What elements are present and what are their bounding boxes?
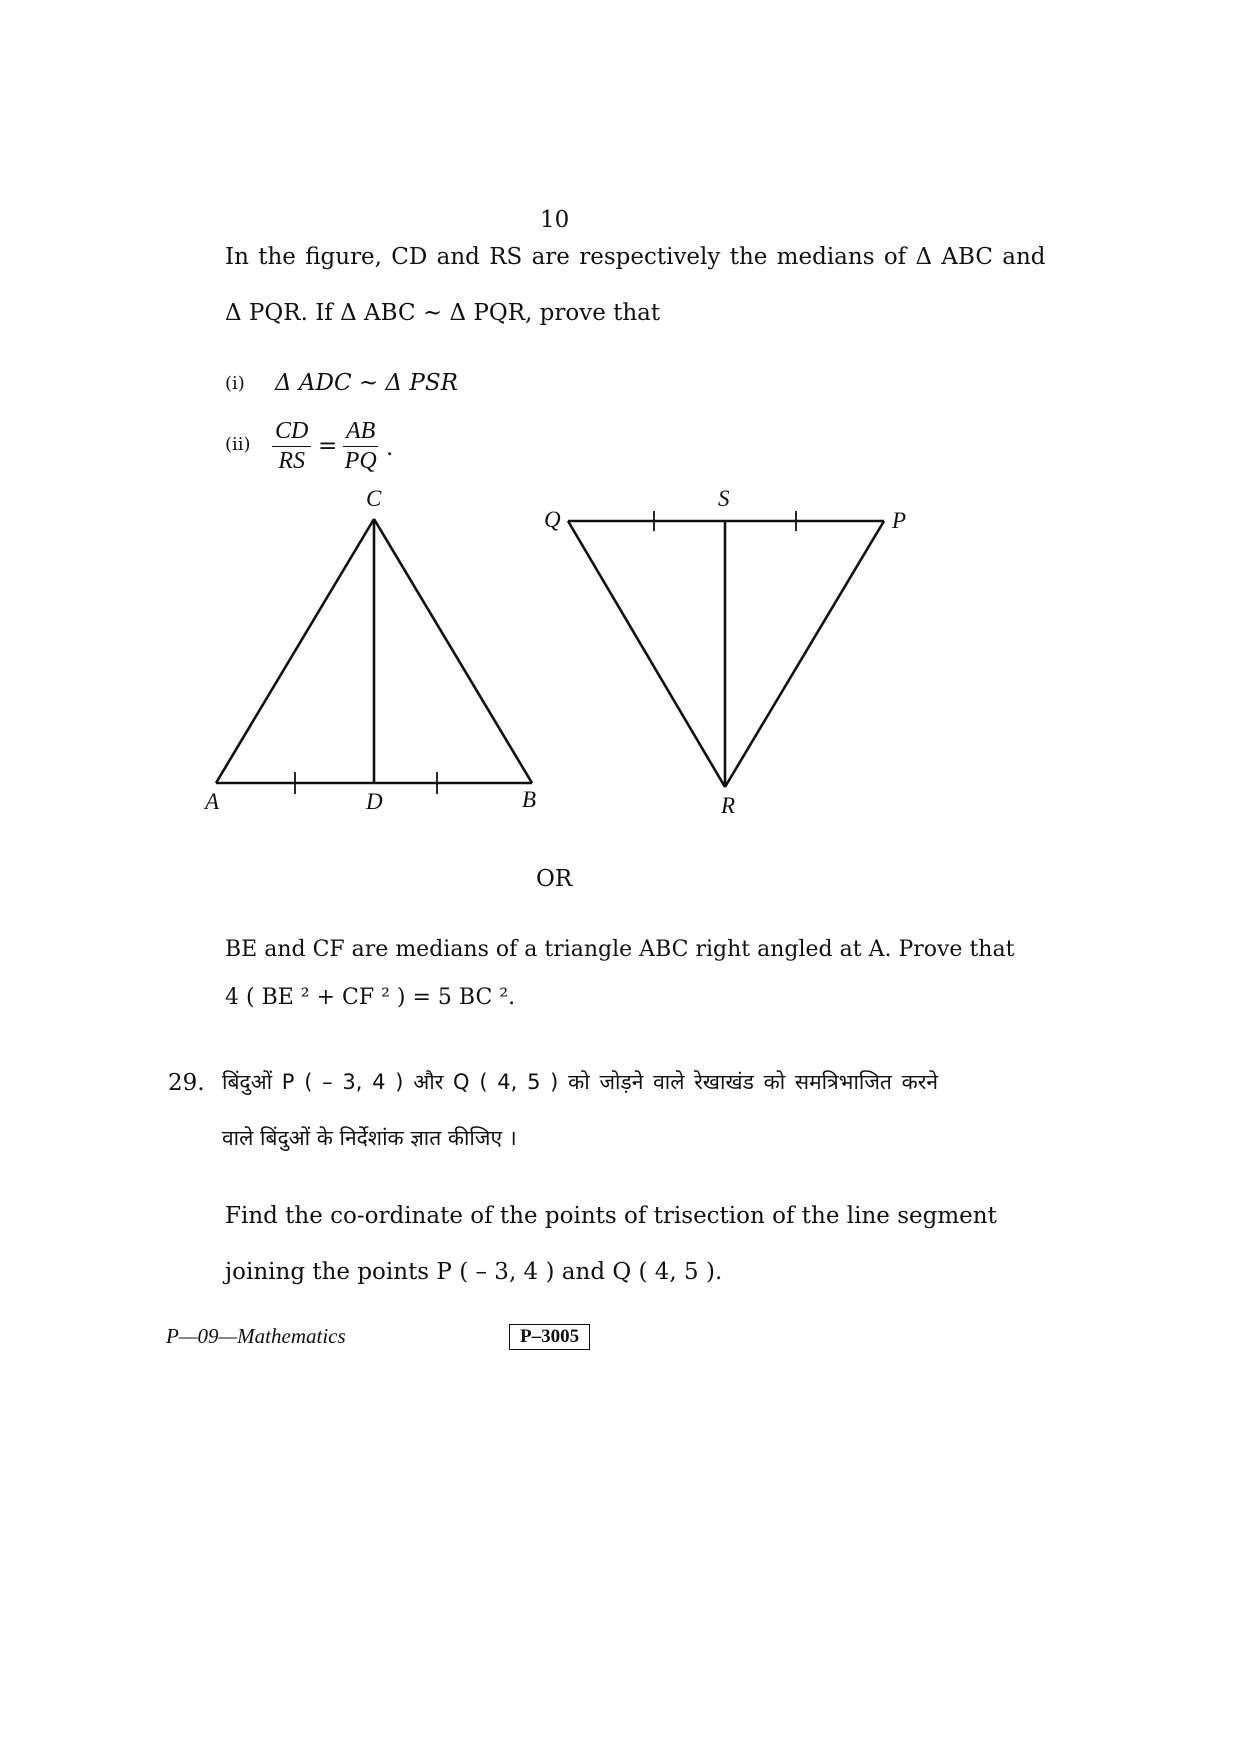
footer-paper-code: P–3005 xyxy=(509,1324,590,1350)
q29-english-line1: Find the co-ordinate of the points of trisection of the line segment xyxy=(225,1203,997,1229)
q29-hindi-line2: वाले बिंदुओं के निर्देशांक ज्ञात कीजिए । xyxy=(222,1126,517,1150)
label-a: A xyxy=(205,789,220,814)
part-ii-label: (ii) xyxy=(225,434,251,455)
side-cb xyxy=(374,519,532,783)
triangle-pqr xyxy=(568,511,884,787)
side-ac xyxy=(216,519,374,783)
or-separator: OR xyxy=(536,866,573,892)
triangle-abc xyxy=(216,519,532,794)
label-b: B xyxy=(522,787,537,812)
label-q: Q xyxy=(544,507,561,532)
label-s: S xyxy=(718,486,730,511)
part-i-text: Δ ADC ~ Δ PSR xyxy=(275,370,458,396)
label-p: P xyxy=(892,508,907,533)
label-r: R xyxy=(721,793,736,818)
q28-intro-line1: In the figure, CD and RS are respectively the medians of Δ ABC and xyxy=(225,244,1046,270)
alt-question-line2: 4 ( BE ² + CF ² ) = 5 BC ². xyxy=(225,985,516,1010)
label-c: C xyxy=(366,486,382,511)
fraction-end-period: . xyxy=(386,435,394,461)
footer-subject: P—09—Mathematics xyxy=(166,1324,346,1348)
side-qr xyxy=(568,521,725,787)
fraction-numerator: AB xyxy=(343,418,378,447)
q28-intro-line2: Δ PQR. If Δ ABC ~ Δ PQR, prove that xyxy=(225,300,661,326)
part-i-label: (i) xyxy=(225,373,245,394)
equals-sign: = xyxy=(318,433,338,459)
fraction-denominator: RS xyxy=(278,448,305,474)
side-pr xyxy=(725,521,884,787)
alt-question-line1: BE and CF are medians of a triangle ABC right angled at A. Prove that xyxy=(225,937,1015,962)
q29-number: 29. xyxy=(168,1070,205,1096)
q29-hindi-line1: बिंदुओं P ( – 3, 4 ) और Q ( 4, 5 ) को जोड़ने वाले रेखाखंड को समत्रिभाजित करने xyxy=(222,1070,938,1094)
q29-english-line2: joining the points P ( – 3, 4 ) and Q ( 4, 5 ). xyxy=(225,1259,723,1285)
label-d: D xyxy=(366,789,383,814)
fraction-numerator: CD xyxy=(272,418,311,447)
fraction-denominator: PQ xyxy=(344,448,377,474)
page-number: 10 xyxy=(540,207,570,233)
